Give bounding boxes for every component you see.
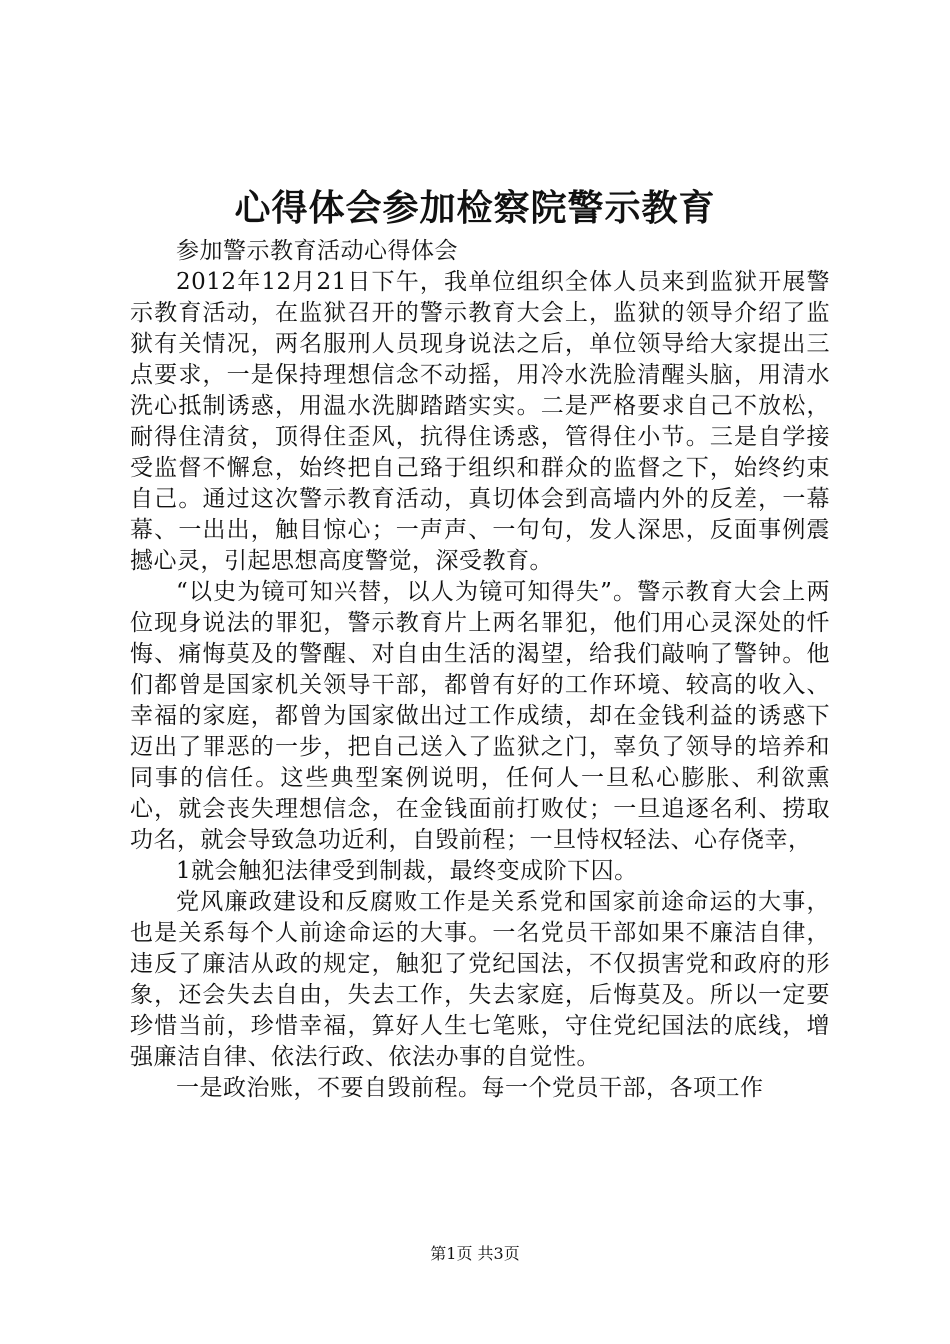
paragraph: 1就会触犯法律受到制裁，最终变成阶下囚。 (176, 858, 638, 884)
paragraph: “以史为镜可知兴替，以人为镜可知得失”。警示教育大会上两位现身说法的罪犯，警示教育片上两名罪犯，他们用心灵深处的忏悔、痛悔莫及的警醒、对自由生活的渴望，给我们敲响了警钟。他们都曾是国家机关领导干部，都曾有好的工作环境、较高的收入、幸福的家庭，都曾为国家做出过工作成绩，却在金钱利益的诱惑下迈出了罪恶的一步，把自己送入了监狱之门，辜负了领导的培养和同事的信任。这些典型案例说明，任何人一旦私心膨胀、利欲熏心，就会丧失理想信念，在金钱面前打败仗；一旦追逐名利、捞取功名，就会导致急功近利，自毁前程；一旦恃权轻法、心存侥幸， (130, 579, 830, 853)
document-title: 心得体会参加检察院警示教育 (234, 187, 716, 229)
page-number-footer: 第1页 共3页 (430, 1244, 520, 1263)
paragraph: 一是政治账，不要自毁前程。每一个党员干部，各项工作 (176, 1075, 764, 1101)
paragraph-subtitle: 参加警示教育活动心得体会 (176, 238, 458, 264)
document-body (130, 236, 830, 1104)
paragraph: 2012年12月21日下午，我单位组织全体人员来到监狱开展警示教育活动，在监狱召开的警示教育大会上，监狱的领导介绍了监狱有关情况，两名服刑人员现身说法之后，单位领导给大家提出三点要求，一是保持理想信念不动摇，用冷水洗脸清醒头脑，用清水洗心抵制诱惑，用温水洗脚踏踏实实。二是严格要求自己不放松，耐得住清贫，顶得住歪风，抗得住诱惑，管得住小节。三是自学接受监督不懈怠，始终把自己臵于组织和群众的监督之下，始终约束自己。通过这次警示教育活动，真切体会到高墙内外的反差，一幕幕、一出出，触目惊心；一声声、一句句，发人深思，反面事例震撼心灵，引起思想高度警觉，深受教育。 (130, 269, 830, 574)
paragraph: 党风廉政建设和反腐败工作是关系党和国家前途命运的大事，也是关系每个人前途命运的大事。一名党员干部如果不廉洁自律，违反了廉洁从政的规定，触犯了党纪国法，不仅损害党和政府的形象，还会失去自由，失去工作，失去家庭，后悔莫及。所以一定要珍惜当前，珍惜幸福，算好人生七笔账，守住党纪国法的底线，增强廉洁自律、依法行政、依法办事的自觉性。 (130, 889, 830, 1070)
